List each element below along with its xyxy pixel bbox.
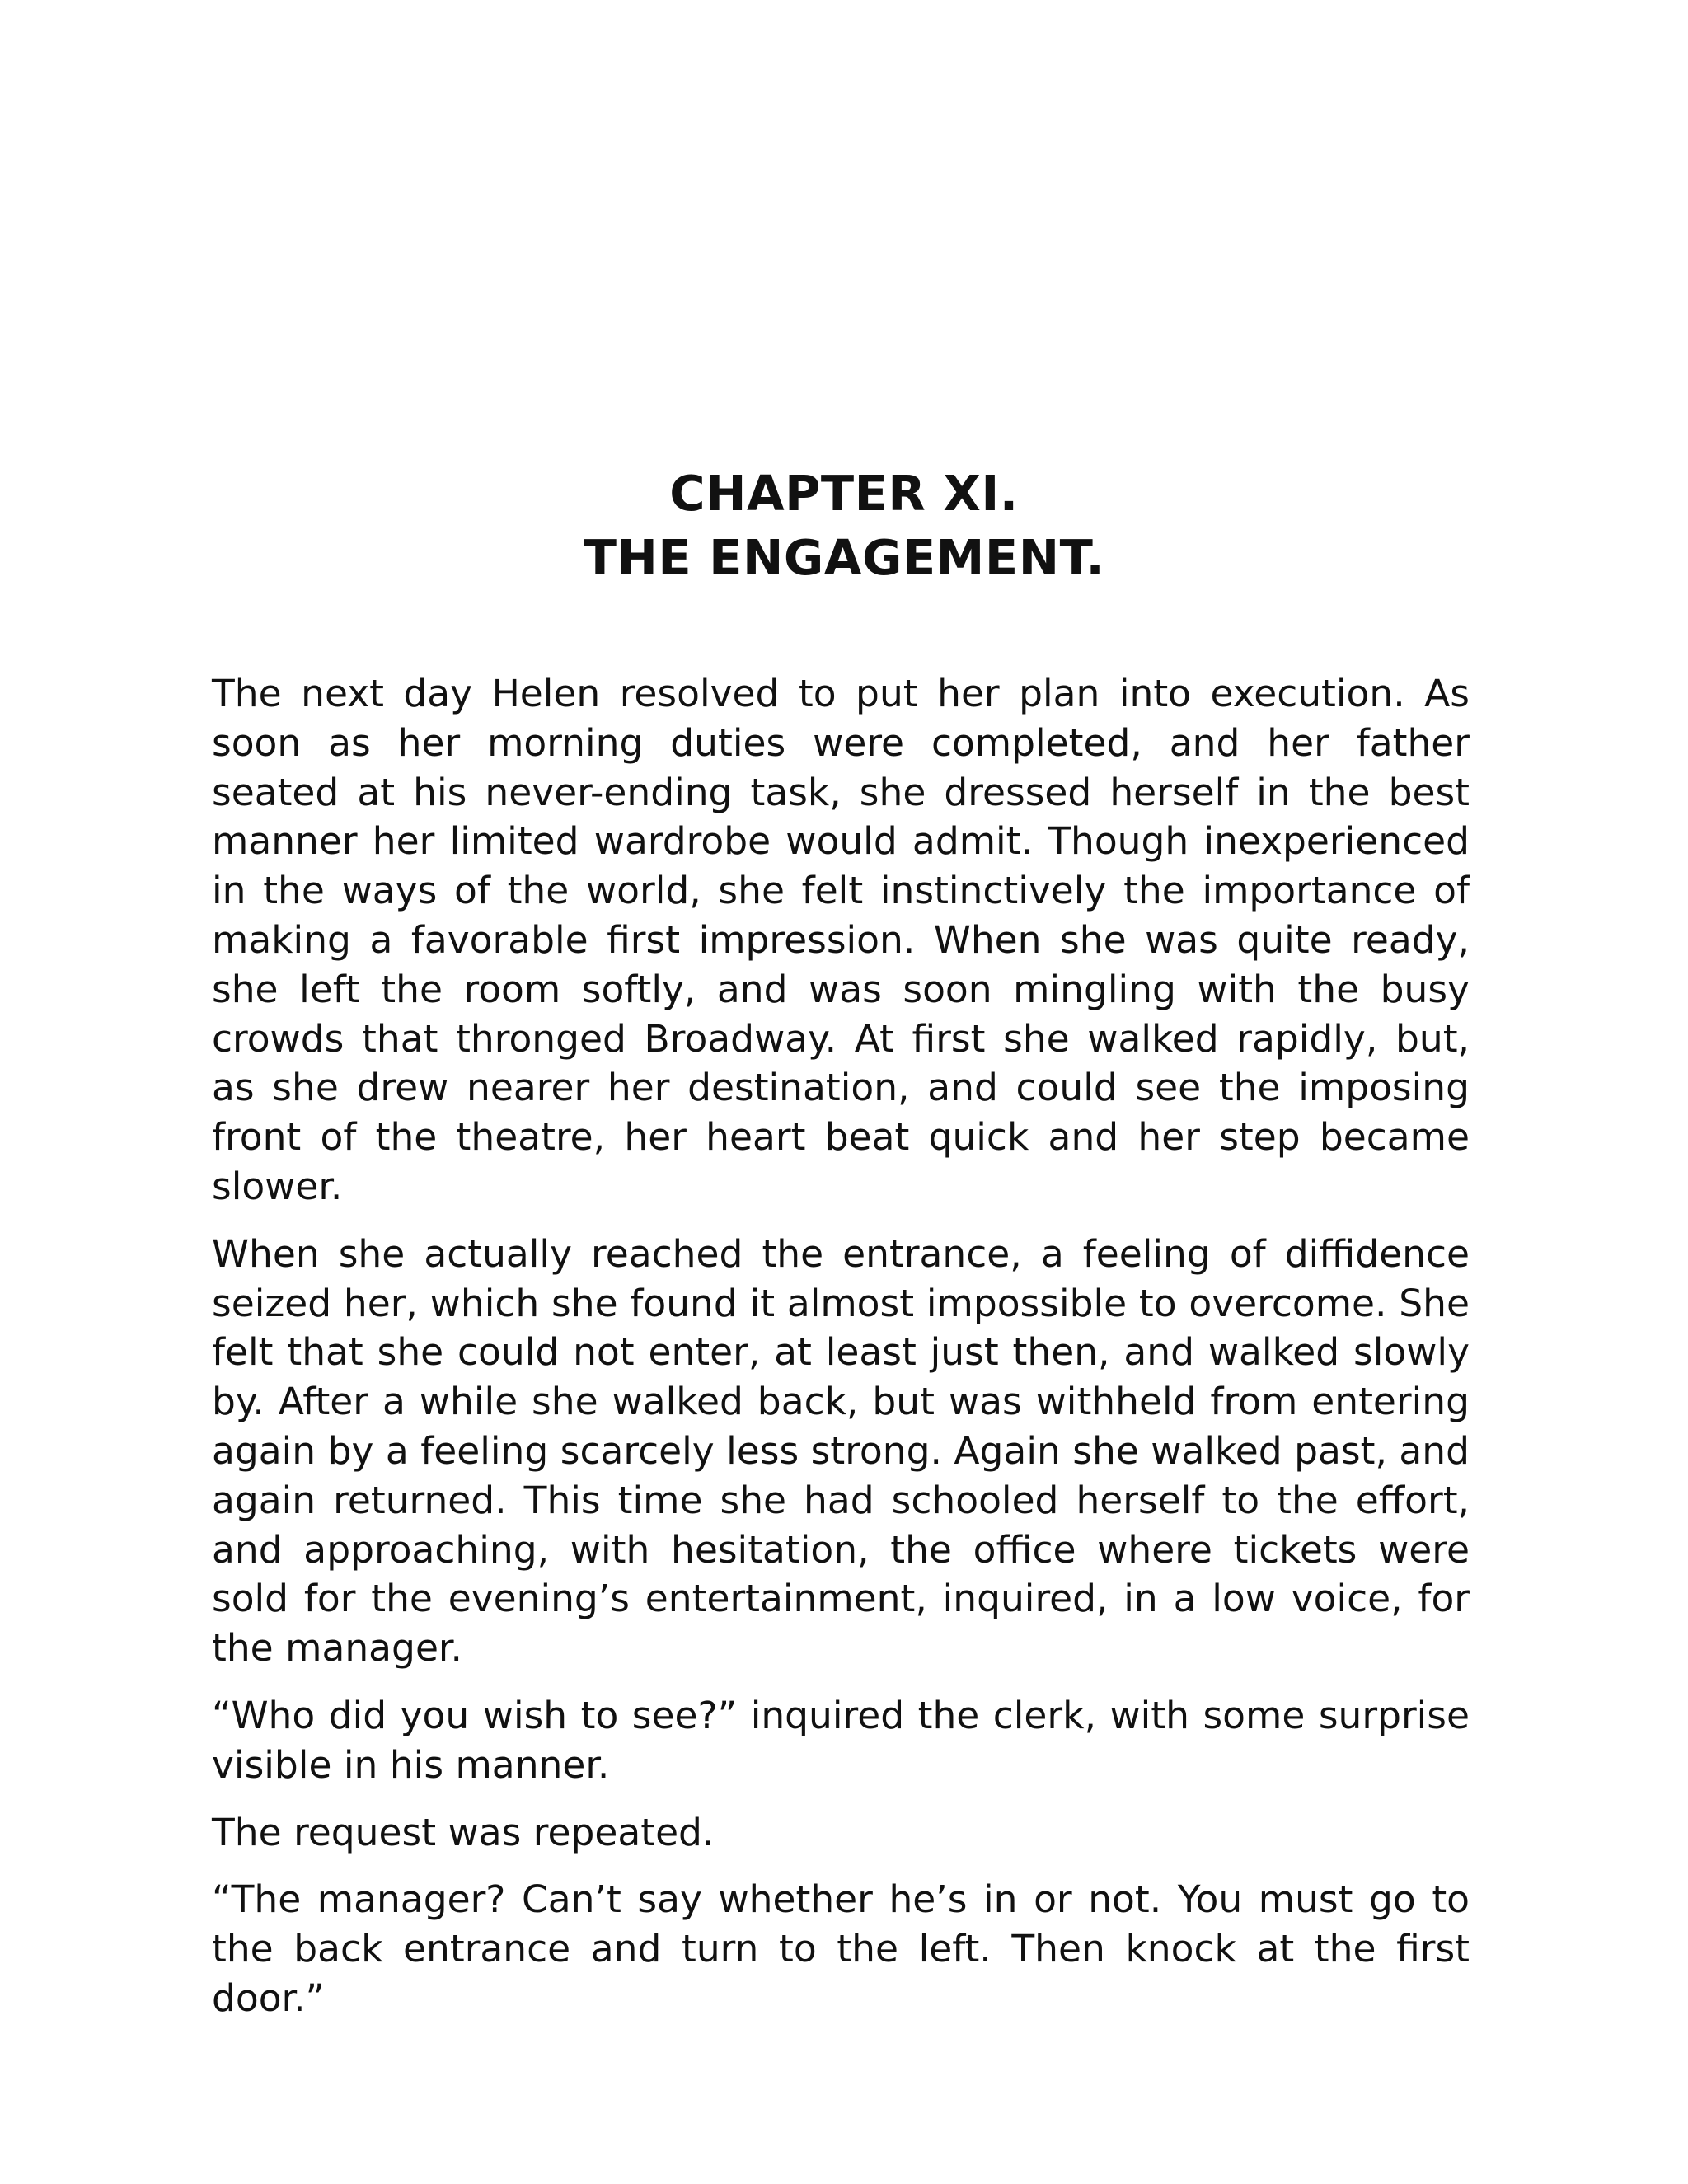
chapter-heading — [0, 462, 1688, 590]
paragraph: “The manager? Can’t say whether he’s in or not. You must go to the back entrance and turn to the left. Then knock at the first door.” — [212, 1877, 1470, 2020]
paragraph: “Who did you wish to see?” inquired the clerk, with some surprise visible in his manner. — [212, 1693, 1470, 1787]
paragraph: The next day Helen resolved to put her plan into execution. As soon as her morning duties were completed, and her father seated at his never-ending task, she dressed herself in the best manner her limited wardrobe would admit. Though inexperienced in the ways of the world, she felt instinctively the importance of making a favorable first impression. When she was quite ready, she left the room softly, and was soon mingling with the busy crowds that thronged Broadway. At first she walked rapidly, but, as she drew nearer her destination, and could see the imposing front of the theatre, her heart beat quick and her step became slower. — [212, 672, 1470, 1208]
body-text — [212, 669, 1470, 2041]
chapter-number: CHAPTER XI. — [669, 465, 1019, 522]
paragraph: The request was repeated. — [212, 1810, 715, 1854]
paragraph: When she actually reached the entrance, a feeling of diffidence seized her, which she found it almost impossible to overcome. She felt that she could not enter, at least just then, and walked slowly by. After a while she walked back, but was withheld from entering again by a feeling scarcely less strong. Again she walked past, and again returned. This time she had schooled herself to the effort, and approaching, with hesitation, the office where tickets were sold for the evening’s entertainment, inquired, in a low voice, for the manager. — [212, 1231, 1470, 1671]
chapter-title: THE ENGAGEMENT. — [583, 529, 1105, 586]
